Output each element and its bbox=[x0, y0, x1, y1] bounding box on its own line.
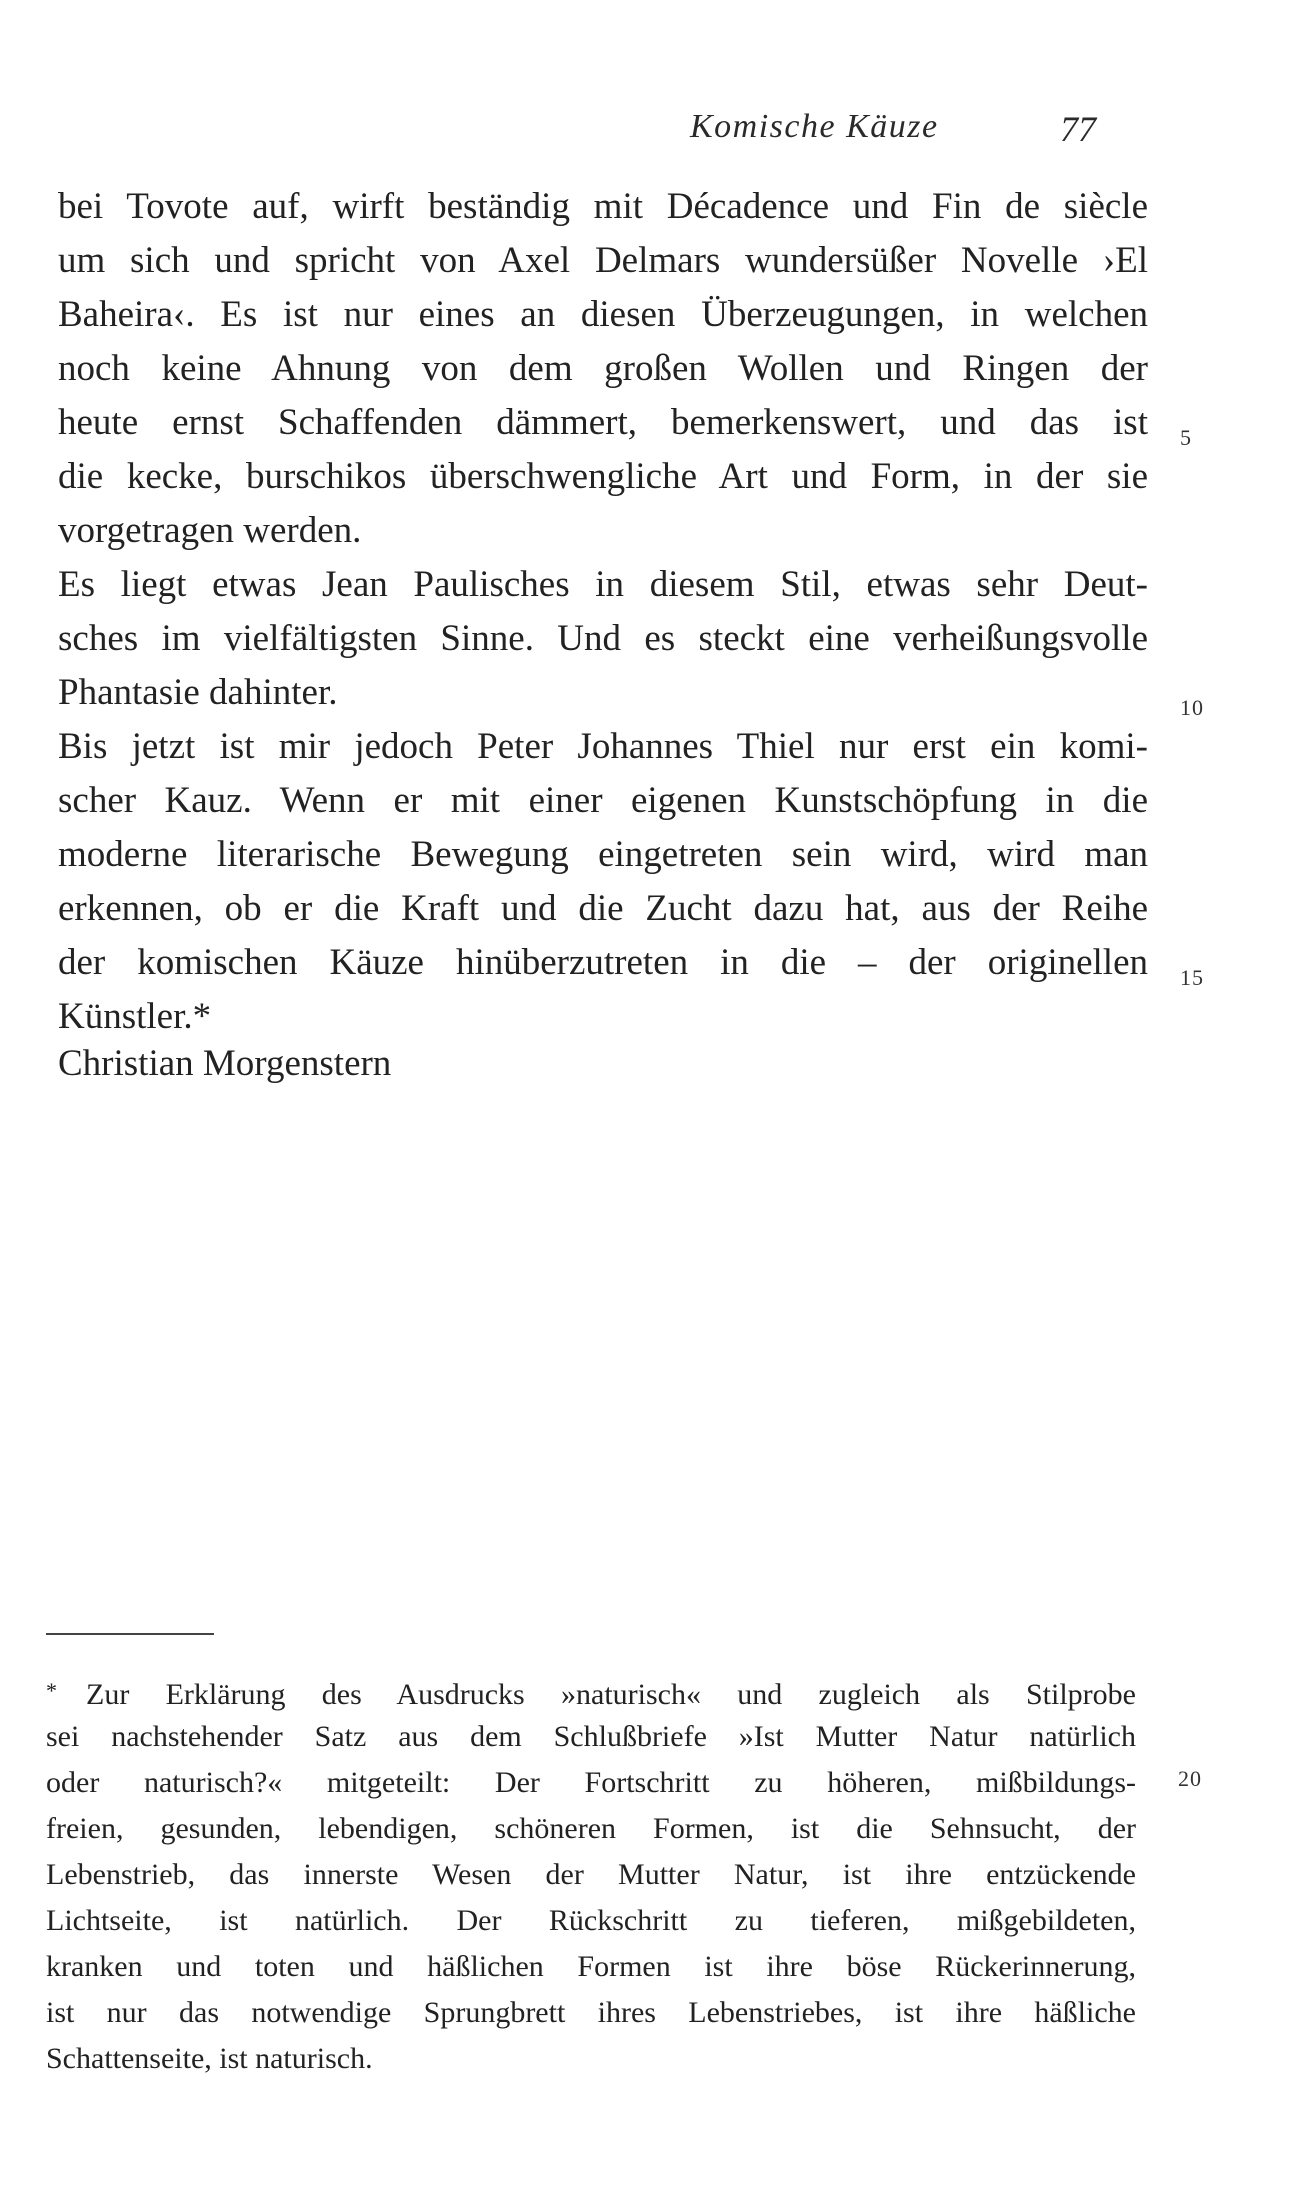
footnote bbox=[46, 1668, 1136, 2082]
text-line: der komischen Käuze hinüberzutreten in die – der originellen bbox=[58, 942, 1148, 983]
footnote-line: freien, gesunden, lebendigen, schöneren Formen, ist die Sehnsucht, der bbox=[46, 1812, 1136, 1845]
page-header bbox=[0, 108, 1294, 158]
footnote-line: Zur Erklärung des Ausdrucks »naturisch« und zugleich als Stilprobe bbox=[86, 1678, 1136, 1711]
text-line: Phantasie dahinter. bbox=[58, 672, 338, 713]
text-line: Es liegt etwas Jean Paulisches in diesem Stil, etwas sehr Deut- bbox=[58, 564, 1148, 605]
text-line: Bis jetzt ist mir jedoch Peter Johannes Thiel nur erst ein komi- bbox=[58, 726, 1148, 767]
text-line: sches im vielfältigsten Sinne. Und es steckt eine verheißungsvolle bbox=[58, 618, 1148, 659]
footnote-line: ist nur das notwendige Sprungbrett ihres Lebenstriebes, ist ihre häßliche bbox=[46, 1996, 1136, 2029]
text-line: heute ernst Schaffenden dämmert, bemerkenswert, und das ist bbox=[58, 402, 1148, 443]
footnote-line: kranken und toten und häßlichen Formen ist ihre böse Rückerinnerung, bbox=[46, 1950, 1136, 1983]
footnote-line-number: 20 bbox=[1178, 1766, 1202, 1791]
footnote-line: Schattenseite, ist naturisch. bbox=[46, 2042, 373, 2075]
main-text bbox=[58, 180, 1148, 1044]
line-number: 10 bbox=[1180, 695, 1204, 720]
page-number: 77 bbox=[1060, 109, 1096, 149]
footnote-line: oder naturisch?« mitgeteilt: Der Fortschritt zu höheren, mißbildungs- bbox=[46, 1766, 1136, 1799]
text-line: die kecke, burschikos überschwengliche Art und Form, in der sie bbox=[58, 456, 1148, 497]
text-line: um sich und spricht von Axel Delmars wundersüßer Novelle ›El bbox=[58, 240, 1148, 281]
text-line: noch keine Ahnung von dem großen Wollen und Ringen der bbox=[58, 348, 1148, 389]
footnote-line: Lichtseite, ist natürlich. Der Rückschritt zu tieferen, mißgebildeten, bbox=[46, 1904, 1136, 1937]
text-line: moderne literarische Bewegung eingetreten sein wird, wird man bbox=[58, 834, 1148, 875]
text-line: scher Kauz. Wenn er mit einer eigenen Kunstschöpfung in die bbox=[58, 780, 1148, 821]
footnote-marker: * bbox=[46, 1678, 57, 1703]
running-title: Komische Käuze bbox=[690, 108, 939, 145]
line-number: 5 bbox=[1180, 425, 1192, 450]
footnote-separator bbox=[46, 1633, 214, 1635]
text-line: bei Tovote auf, wirft beständig mit Décadence und Fin de siècle bbox=[58, 186, 1148, 227]
text-line: Künstler.* bbox=[58, 996, 212, 1037]
text-line: vorgetragen werden. bbox=[58, 510, 362, 551]
author-signature: Christian Morgenstern bbox=[58, 1043, 392, 1084]
line-number: 15 bbox=[1180, 965, 1204, 990]
footnote-line: Lebenstrieb, das innerste Wesen der Mutter Natur, ist ihre entzückende bbox=[46, 1858, 1136, 1891]
text-line: erkennen, ob er die Kraft und die Zucht dazu hat, aus der Reihe bbox=[58, 888, 1148, 929]
text-line: Baheira‹. Es ist nur eines an diesen Überzeugungen, in welchen bbox=[58, 294, 1148, 335]
footnote-line: sei nachstehender Satz aus dem Schlußbriefe »Ist Mutter Natur natürlich bbox=[46, 1720, 1136, 1753]
